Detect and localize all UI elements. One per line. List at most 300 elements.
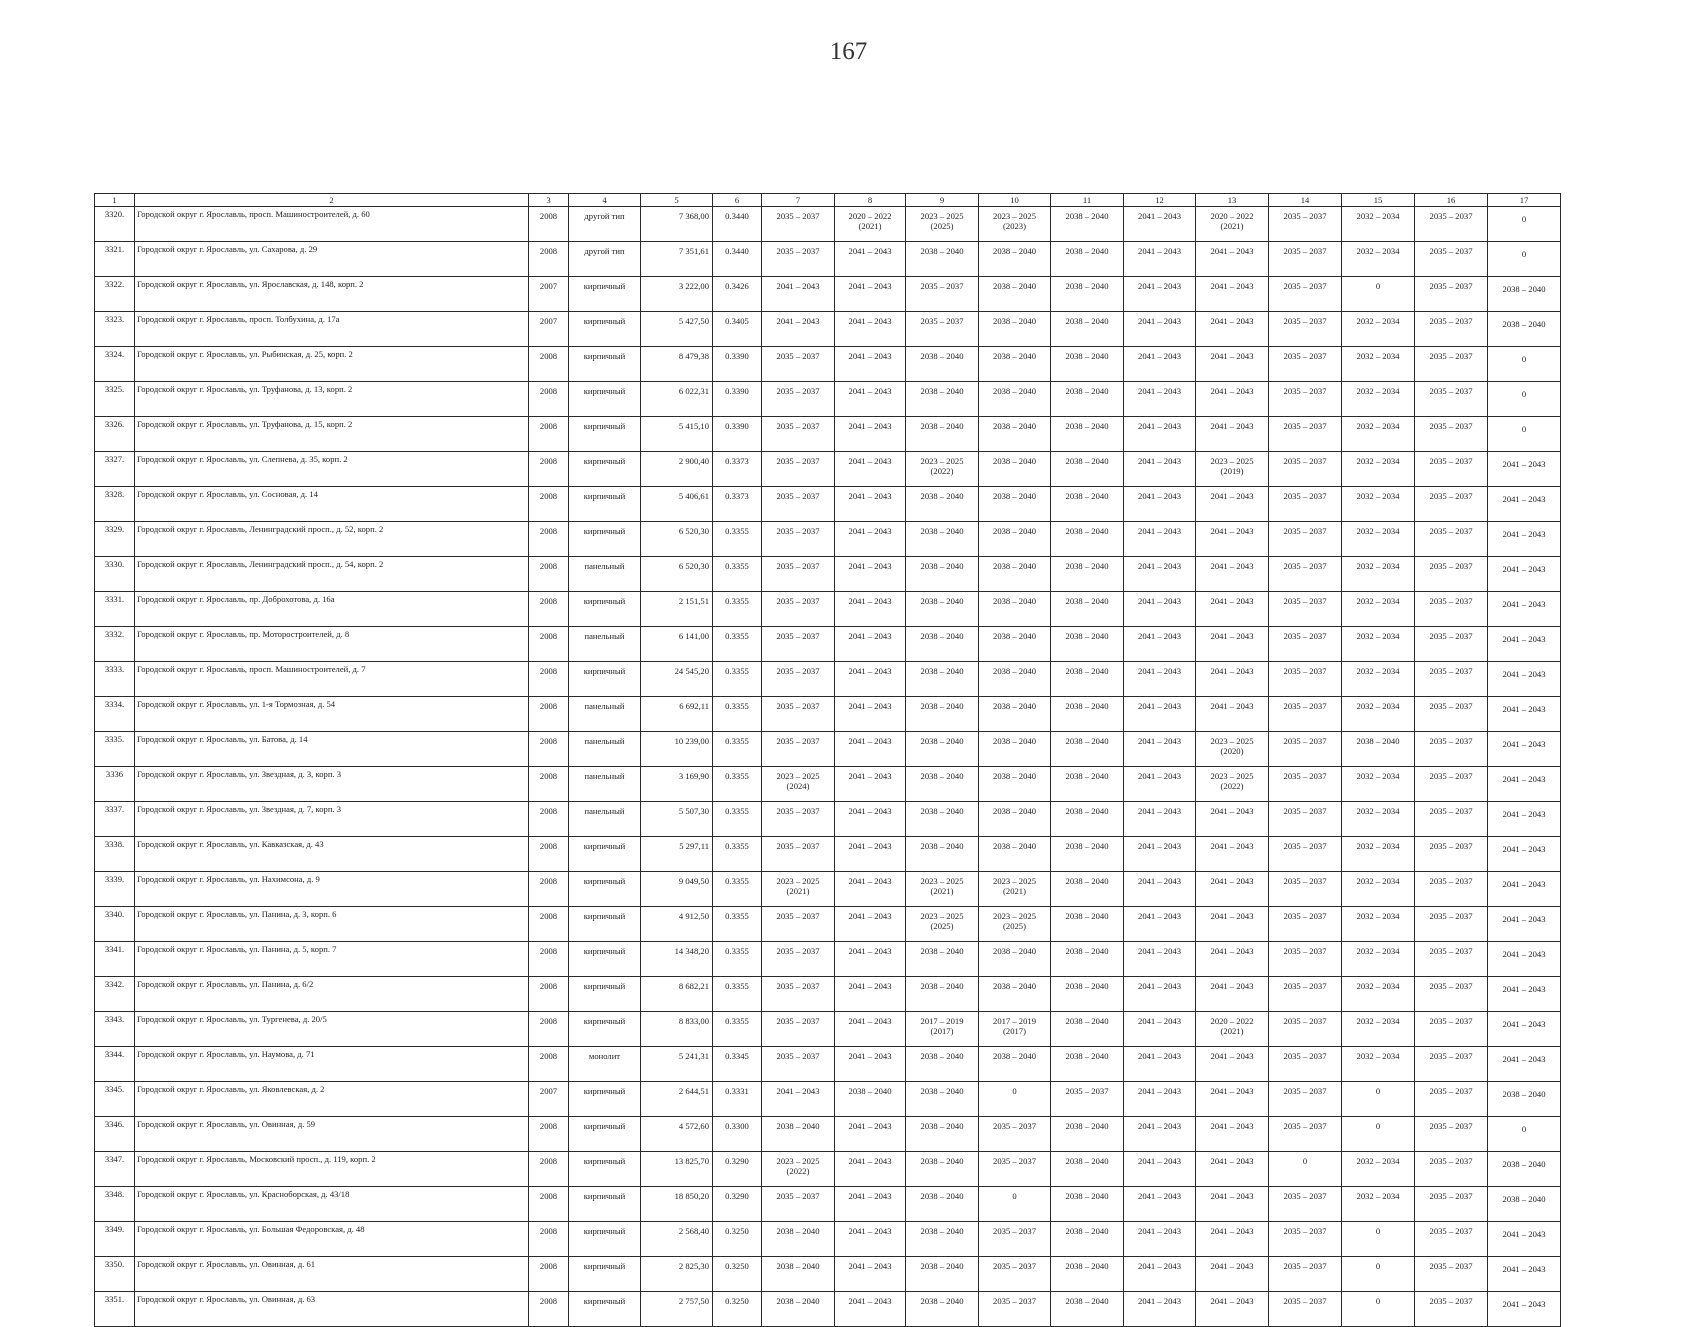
period-cell [835,557,906,592]
period-cell [1269,907,1342,942]
address-cell: Городской округ г. Ярославль, ул. 1-я Тормозная, д. 54 [135,697,529,732]
period-range: 2041 – 2043 [1138,316,1181,326]
period-cell [1269,662,1342,697]
period-cell [1196,697,1269,732]
address-cell: Городской округ г. Ярославль, ул. Рыбинская, д. 25, корп. 2 [135,347,529,382]
period-cell [1342,312,1415,347]
period-cell [762,907,835,942]
year-cell: 2008 [529,1187,569,1222]
period-range: 2023 – 2025 [776,1156,820,1166]
period-range: 2035 – 2037 [1283,736,1327,746]
period-range: 2035 – 2037 [1429,386,1473,396]
period-range: 2032 – 2034 [1356,946,1400,956]
table-row [95,627,1561,662]
table-row [95,697,1561,732]
year-cell: 2008 [529,907,569,942]
period-cell [1196,1117,1269,1152]
period-range: 2035 – 2037 [1429,1296,1473,1306]
ratio-cell: 0.3331 [713,1082,762,1117]
period-range: 2032 – 2034 [1356,1016,1400,1026]
period-range: 2041 – 2043 [1138,1156,1181,1166]
period-range: 2041 – 2043 [776,281,820,291]
last-period-cell: 2041 – 2043 [1488,977,1561,1012]
period-range: 2035 – 2037 [1283,421,1327,431]
period-cell [1269,837,1342,872]
row-number: 3332. [95,627,135,662]
period-cell [762,382,835,417]
year-cell: 2008 [529,697,569,732]
area-cell: 2 825,30 [641,1257,713,1292]
period-cell [1342,1117,1415,1152]
period-range: 2023 – 2025 [993,211,1036,221]
area-cell: 2 644,51 [641,1082,713,1117]
period-actual-year: (2021) [786,886,810,896]
period-range: 2035 – 2037 [776,596,820,606]
period-cell [835,592,906,627]
period-range: 2041 – 2043 [1138,736,1181,746]
row-number: 3333. [95,662,135,697]
period-cell [1269,592,1342,627]
period-range: 2041 – 2043 [848,1051,892,1061]
period-range: 2038 – 2040 [1065,1226,1109,1236]
period-cell [762,1117,835,1152]
period-range: 0 [1012,1086,1017,1096]
address-cell: Городской округ г. Ярославль, ул. Большая Федоровская, д. 48 [135,1222,529,1257]
row-number: 3330. [95,557,135,592]
period-cell [979,487,1051,522]
period-range: 2035 – 2037 [1283,981,1327,991]
period-range: 2041 – 2043 [848,701,892,711]
period-cell [762,277,835,312]
period-cell [979,802,1051,837]
period-cell [762,522,835,557]
period-cell [1415,1187,1488,1222]
period-cell [762,1292,835,1327]
period-range: 2020 – 2022 [1210,1016,1254,1026]
last-period-cell: 2038 – 2040 [1488,1187,1561,1222]
period-cell [1196,382,1269,417]
period-cell [1269,347,1342,382]
period-cell [1051,452,1124,487]
address-cell: Городской округ г. Ярославль, ул. Панина, д. 3, корп. 6 [135,907,529,942]
period-range: 2041 – 2043 [848,316,892,326]
table-row [95,1152,1561,1187]
year-cell: 2008 [529,522,569,557]
material-cell: кирпичный [569,662,641,697]
period-cell [835,522,906,557]
period-range: 2041 – 2043 [1138,1016,1181,1026]
address-cell: Городской округ г. Ярославль, Московский просп., д. 119, корп. 2 [135,1152,529,1187]
period-cell [906,382,979,417]
period-cell [1051,1082,1124,1117]
period-range: 2041 – 2043 [848,841,892,851]
period-range: 2035 – 2037 [1283,386,1327,396]
area-cell: 6 520,30 [641,522,713,557]
period-range: 2041 – 2043 [1210,1121,1254,1131]
period-cell [762,872,835,907]
material-cell: кирпичный [569,452,641,487]
period-range: 2038 – 2040 [848,1086,892,1096]
period-cell [1415,277,1488,312]
material-cell: монолит [569,1047,641,1082]
period-range: 2035 – 2037 [1429,561,1473,571]
period-cell [979,697,1051,732]
address-cell: Городской округ г. Ярославль, пр. Доброхотова, д. 16а [135,592,529,627]
period-range: 2038 – 2040 [993,596,1036,606]
period-cell [1269,522,1342,557]
period-range: 2035 – 2037 [1429,911,1473,921]
period-cell [979,837,1051,872]
period-range: 2041 – 2043 [848,981,892,991]
period-cell [1415,347,1488,382]
period-range: 2035 – 2037 [1429,701,1473,711]
last-period-cell: 0 [1488,417,1561,452]
ratio-cell: 0.3290 [713,1152,762,1187]
row-number: 3346. [95,1117,135,1152]
page-number: 167 [829,38,868,65]
period-range: 2035 – 2037 [776,491,820,501]
period-range: 2041 – 2043 [1138,876,1181,886]
period-range: 2041 – 2043 [1138,981,1181,991]
table-row [95,732,1561,767]
period-cell [1124,767,1196,802]
period-actual-year: (2022) [1220,781,1244,791]
period-range: 2032 – 2034 [1356,421,1400,431]
period-cell [762,942,835,977]
period-range: 2023 – 2025 [993,876,1036,886]
period-range: 2035 – 2037 [776,246,820,256]
year-cell: 2008 [529,557,569,592]
period-range: 2038 – 2040 [1065,981,1109,991]
period-cell [1342,417,1415,452]
period-range: 2041 – 2043 [1210,701,1254,711]
period-range: 2035 – 2037 [1429,246,1473,256]
period-range: 2035 – 2037 [1429,1261,1473,1271]
row-number: 3331. [95,592,135,627]
period-cell [1124,522,1196,557]
period-range: 2038 – 2040 [993,316,1036,326]
period-range: 2041 – 2043 [848,561,892,571]
row-number: 3325. [95,382,135,417]
period-cell [979,767,1051,802]
period-range: 2038 – 2040 [1065,1261,1109,1271]
period-cell [1342,1152,1415,1187]
period-range: 2035 – 2037 [993,1296,1036,1306]
period-range: 2041 – 2043 [1138,911,1181,921]
period-cell [979,452,1051,487]
period-cell [979,1047,1051,1082]
period-range: 2038 – 2040 [776,1226,820,1236]
period-range: 2038 – 2040 [920,981,964,991]
period-range: 2041 – 2043 [848,1016,892,1026]
area-cell: 5 297,11 [641,837,713,872]
period-cell [1342,522,1415,557]
period-cell [835,1082,906,1117]
area-cell: 24 545,20 [641,662,713,697]
period-cell [1269,1117,1342,1152]
period-cell [906,487,979,522]
period-range: 2038 – 2040 [1065,1016,1109,1026]
period-cell [1051,837,1124,872]
period-cell [979,347,1051,382]
period-range: 2035 – 2037 [776,841,820,851]
period-cell [1196,557,1269,592]
period-range: 2038 – 2040 [920,596,964,606]
period-cell [835,802,906,837]
row-number: 3327. [95,452,135,487]
material-cell: кирпичный [569,347,641,382]
period-cell [762,1012,835,1047]
period-cell [1196,522,1269,557]
last-period-cell: 2041 – 2043 [1488,732,1561,767]
last-period-cell: 0 [1488,207,1561,242]
period-cell [1342,732,1415,767]
period-cell [1196,487,1269,522]
period-cell [835,1257,906,1292]
period-range: 2041 – 2043 [1210,841,1254,851]
last-period-cell: 2041 – 2043 [1488,942,1561,977]
period-cell [906,1222,979,1257]
period-cell [979,1257,1051,1292]
period-cell [1051,1047,1124,1082]
period-range: 2035 – 2037 [1283,806,1327,816]
period-cell [835,977,906,1012]
period-range: 2035 – 2037 [1429,1156,1473,1166]
period-range: 2035 – 2037 [1429,876,1473,886]
period-range: 2035 – 2037 [776,1016,820,1026]
period-range: 2035 – 2037 [776,351,820,361]
period-cell [1415,382,1488,417]
period-cell [906,1292,979,1327]
area-cell: 7 351,61 [641,242,713,277]
period-cell [1415,1047,1488,1082]
period-range: 0 [1375,1121,1381,1131]
period-cell [1342,1187,1415,1222]
period-cell [1415,627,1488,662]
period-range: 2032 – 2034 [1356,701,1400,711]
period-cell [1196,767,1269,802]
address-cell: Городской округ г. Ярославль, ул. Сахарова, д. 29 [135,242,529,277]
period-range: 2023 – 2025 [1210,736,1254,746]
period-range: 2041 – 2043 [1210,386,1254,396]
address-cell: Городской округ г. Ярославль, просп. Машиностроителей, д. 7 [135,662,529,697]
period-cell [1415,942,1488,977]
period-range: 2035 – 2037 [920,281,964,291]
period-cell [835,942,906,977]
material-cell: кирпичный [569,277,641,312]
period-range: 2041 – 2043 [1138,596,1181,606]
period-cell [1415,1117,1488,1152]
row-number: 3336 [95,767,135,802]
period-range: 2035 – 2037 [1283,351,1327,361]
period-range: 2041 – 2043 [848,666,892,676]
period-cell [1196,1152,1269,1187]
year-cell: 2008 [529,627,569,662]
period-cell [1124,312,1196,347]
period-range: 0 [1375,1226,1381,1236]
ratio-cell: 0.3355 [713,592,762,627]
period-range: 2041 – 2043 [1210,806,1254,816]
column-number: 12 [1124,194,1196,207]
period-cell [1124,207,1196,242]
table-row [95,557,1561,592]
period-cell [906,522,979,557]
period-cell [1196,837,1269,872]
material-cell: кирпичный [569,1222,641,1257]
ratio-cell: 0.3355 [713,662,762,697]
period-range: 2041 – 2043 [1138,211,1181,221]
area-cell: 10 239,00 [641,732,713,767]
period-cell [906,1187,979,1222]
ratio-cell: 0.3250 [713,1257,762,1292]
period-range: 2035 – 2037 [1283,456,1327,466]
period-range: 2038 – 2040 [920,1296,964,1306]
last-period-cell: 2041 – 2043 [1488,1292,1561,1327]
period-cell [1124,1012,1196,1047]
period-cell [1342,382,1415,417]
period-range: 2035 – 2037 [1429,841,1473,851]
material-cell: кирпичный [569,1257,641,1292]
period-range: 2038 – 2040 [920,1156,964,1166]
table-row [95,942,1561,977]
period-cell [835,697,906,732]
period-cell [1269,487,1342,522]
material-cell: кирпичный [569,942,641,977]
period-range: 2038 – 2040 [1065,421,1109,431]
period-range: 2032 – 2034 [1356,246,1400,256]
period-cell [1196,802,1269,837]
period-range: 2035 – 2037 [776,981,820,991]
period-cell [979,1187,1051,1222]
period-cell [1051,1012,1124,1047]
period-cell [1342,277,1415,312]
row-number: 3328. [95,487,135,522]
period-range: 2038 – 2040 [993,736,1036,746]
housing-table [94,193,1561,1327]
period-range: 2041 – 2043 [1138,1226,1181,1236]
period-cell [906,1082,979,1117]
period-range: 2038 – 2040 [1065,1191,1109,1201]
period-range: 2041 – 2043 [1138,491,1181,501]
period-range: 2023 – 2025 [776,876,820,886]
period-range: 2038 – 2040 [1065,386,1109,396]
ratio-cell: 0.3300 [713,1117,762,1152]
period-range: 2041 – 2043 [1138,1191,1181,1201]
period-cell [762,1082,835,1117]
period-cell [1196,1292,1269,1327]
period-cell [762,767,835,802]
period-cell [835,242,906,277]
last-period-cell: 2041 – 2043 [1488,487,1561,522]
row-number: 3322. [95,277,135,312]
period-range: 2035 – 2037 [1283,1086,1327,1096]
period-cell [1051,382,1124,417]
period-cell [1124,1222,1196,1257]
period-range: 2032 – 2034 [1356,631,1400,641]
row-number: 3324. [95,347,135,382]
period-cell [1269,312,1342,347]
period-range: 2038 – 2040 [1065,946,1109,956]
period-cell [1196,1257,1269,1292]
period-range: 2041 – 2043 [1138,666,1181,676]
period-range: 2041 – 2043 [848,736,892,746]
period-cell [906,977,979,1012]
period-range: 2035 – 2037 [1283,841,1327,851]
period-cell [1342,452,1415,487]
year-cell: 2008 [529,1152,569,1187]
period-range: 2035 – 2037 [776,911,820,921]
period-range: 2038 – 2040 [993,631,1036,641]
area-cell: 6 520,30 [641,557,713,592]
period-range: 2041 – 2043 [1138,1296,1181,1306]
period-cell [906,557,979,592]
period-cell [979,207,1051,242]
period-range: 2041 – 2043 [1138,456,1181,466]
area-cell: 3 222,00 [641,277,713,312]
period-range: 2032 – 2034 [1356,666,1400,676]
period-cell [1269,452,1342,487]
address-cell: Городской округ г. Ярославль, пр. Моторостроителей, д. 8 [135,627,529,662]
period-cell [1415,872,1488,907]
period-range: 2038 – 2040 [920,526,964,536]
period-range: 2038 – 2040 [920,701,964,711]
table-row [95,767,1561,802]
period-range: 2035 – 2037 [776,386,820,396]
period-cell [1342,767,1415,802]
period-range: 2041 – 2043 [1210,1191,1254,1201]
period-range: 2041 – 2043 [1210,316,1254,326]
period-cell [835,312,906,347]
period-range: 2041 – 2043 [848,1261,892,1271]
row-number: 3347. [95,1152,135,1187]
address-cell: Городской округ г. Ярославль, ул. Овинная, д. 63 [135,1292,529,1327]
period-cell [979,1152,1051,1187]
period-range: 2038 – 2040 [1065,1121,1109,1131]
period-cell [979,312,1051,347]
period-range: 2041 – 2043 [1138,1086,1181,1096]
period-range: 2035 – 2037 [1429,666,1473,676]
area-cell: 5 241,31 [641,1047,713,1082]
period-cell [762,837,835,872]
period-actual-year: (2024) [786,781,810,791]
period-cell [1415,767,1488,802]
period-cell [835,1222,906,1257]
last-period-cell: 2041 – 2043 [1488,662,1561,697]
period-cell [1269,1082,1342,1117]
period-cell [979,1082,1051,1117]
period-range: 2032 – 2034 [1356,526,1400,536]
period-cell [1196,942,1269,977]
address-cell: Городской округ г. Ярославль, просп. Толбухина, д. 17а [135,312,529,347]
period-cell [1415,312,1488,347]
period-cell [1269,977,1342,1012]
period-range: 2041 – 2043 [848,876,892,886]
period-cell [1124,592,1196,627]
period-cell [906,242,979,277]
period-range: 2032 – 2034 [1356,386,1400,396]
period-cell [1051,1117,1124,1152]
period-cell [1124,627,1196,662]
period-cell [1051,557,1124,592]
period-range: 2041 – 2043 [1138,701,1181,711]
period-cell [1415,1222,1488,1257]
last-period-cell: 2041 – 2043 [1488,557,1561,592]
period-range: 2041 – 2043 [848,946,892,956]
period-range: 2038 – 2040 [920,351,964,361]
period-range: 2041 – 2043 [1210,1261,1254,1271]
period-range: 2035 – 2037 [776,561,820,571]
year-cell: 2008 [529,942,569,977]
